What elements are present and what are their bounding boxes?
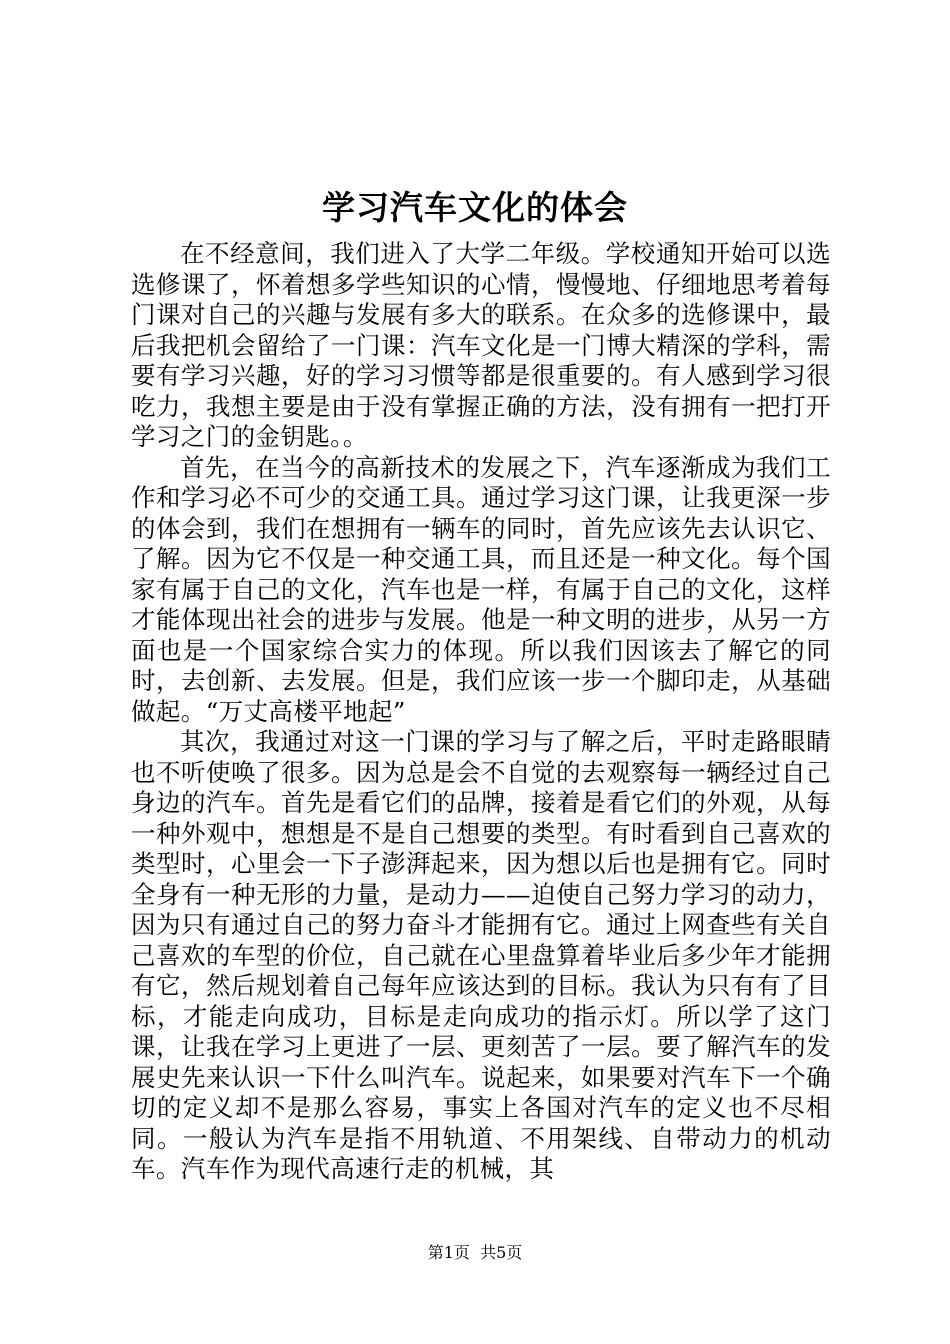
- paragraph-2: 首先，在当今的高新技术的发展之下，汽车逐渐成为我们工作和学习必不可少的交通工具。通过学习这门课，让我更深一步的体会到，我们在想拥有一辆车的同时，首先应该先去认识它、了解。因为它不仅是一种交通工具，而且还是一种文化。每个国家有属于自己的文化，汽车也是一样，有属于自己的文化，这样才能体现出社会的进步与发展。他是一种文明的进步，从另一方面也是一个国家综合实力的体现。所以我们因该去了解它的同时，去创新、去发展。但是，我们应该一步一个脚印走，从基础做起。“万丈高楼平地起”: [131, 452, 831, 726]
- paragraph-1: 在不经意间，我们进入了大学二年级。学校通知开始可以选选修课了，怀着想多学些知识的心情，慢慢地、仔细地思考着每门课对自己的兴趣与发展有多大的联系。在众多的选修课中，最后我把机会留给了一门课：汽车文化是一门博大精深的学科，需要有学习兴趣，好的学习习惯等都是很重要的。有人感到学习很吃力，我想主要是由于没有掌握正确的方法，没有拥有一把打开学习之门的金钥匙。。: [131, 239, 831, 451]
- document-title: 学习汽车文化的体会: [322, 188, 628, 227]
- page-footer: 第1页 共5页: [427, 1243, 523, 1262]
- paragraph-3: 其次，我通过对这一门课的学习与了解之后，平时走路眼睛也不听使唤了很多。因为总是会不自觉的去观察每一辆经过自己身边的汽车。首先是看它们的品牌，接着是看它们的外观，从每一种外观中，想想是不是自己想要的类型。有时看到自己喜欢的类型时，心里会一下子澎湃起来，因为想以后也是拥有它。同时全身有一种无形的力量，是动力——迫使自己努力学习的动力，因为只有通过自己的努力奋斗才能拥有它。通过上网查些有关自己喜欢的车型的价位，自己就在心里盘算着毕业后多少年才能拥有它，然后规划着自己每年应该达到的目标。我认为只有有了目标，才能走向成功，目标是走向成功的指示灯。所以学了这门课，让我在学习上更进了一层、更刻苦了一层。要了解汽车的发展史先来认识一下什么叫汽车。说起来，如果要对汽车下一个确切的定义却不是那么容易，事实上各国对汽车的定义也不尽相同。一般认为汽车是指不用轨道、不用架线、自带动力的机动车。汽车作为现代高速行走的机械，其: [131, 727, 831, 1183]
- document-body: [131, 239, 831, 1185]
